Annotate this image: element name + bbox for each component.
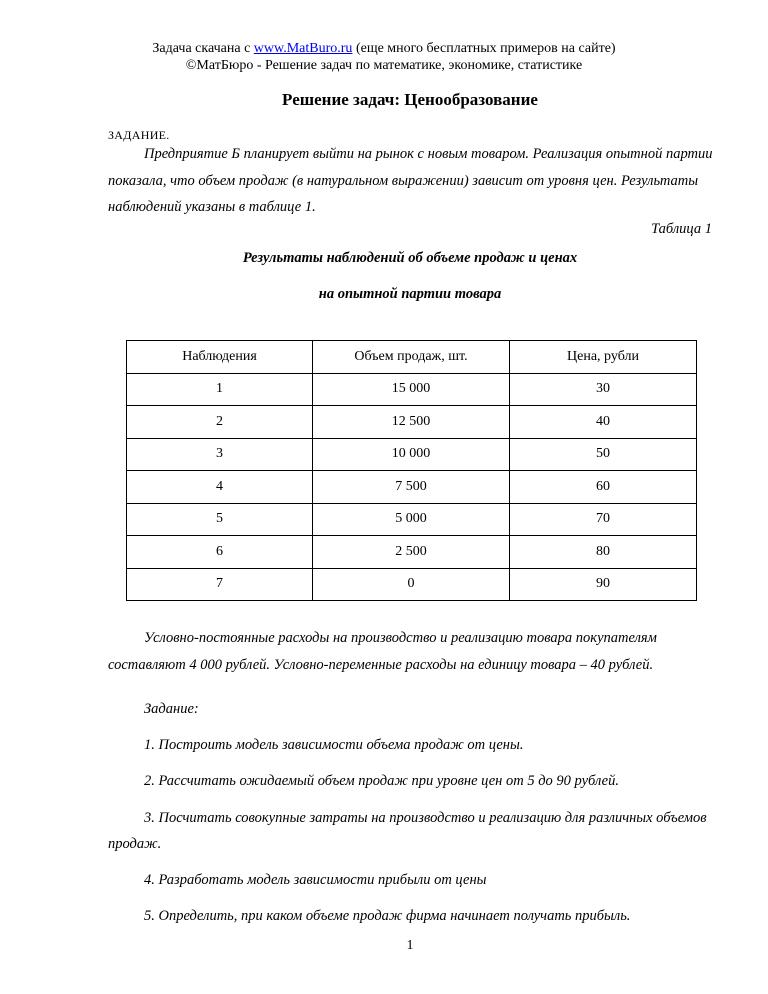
task-item: 3. Посчитать совокупные затраты на производство и реализацию для различных объемов продаж.	[108, 810, 707, 852]
table-row	[127, 536, 697, 569]
header-price: Цена, рубли	[510, 341, 697, 374]
cell-volume: 7 500	[313, 471, 510, 504]
tasks-label: Задание:	[144, 701, 199, 717]
intro-paragraph: Предприятие Б планирует выйти на рынок с новым товаром. Реализация опытной партии показала, что объем продаж (в натуральном выражении) зависит от уровня цен. Результаты наблюдений указаны в таблице 1.	[108, 146, 713, 215]
cell-price: 30	[510, 373, 697, 406]
table-row	[127, 406, 697, 439]
cell-volume: 15 000	[313, 373, 510, 406]
table-row	[127, 503, 697, 536]
table-title-line-2: на опытной партии товара	[318, 286, 502, 302]
cell-observation: 1	[127, 373, 313, 406]
header-sales-volume: Объем продаж, шт.	[313, 341, 510, 374]
cell-price: 80	[510, 536, 697, 569]
cell-observation: 3	[127, 438, 313, 471]
cell-volume: 2 500	[313, 536, 510, 569]
cell-price: 70	[510, 503, 697, 536]
cell-observation: 5	[127, 503, 313, 536]
page-header	[0, 40, 768, 74]
page-number: 1	[406, 938, 414, 953]
page-title: Решение задач: Ценообразование	[282, 90, 538, 109]
table-row	[127, 568, 697, 601]
section-label: ЗАДАНИЕ.	[108, 128, 170, 142]
header-prefix: Задача скачана с	[152, 41, 254, 56]
observations-table	[126, 340, 697, 601]
table-header-row	[127, 341, 697, 374]
matburo-link[interactable]: www.MatBuro.ru	[253, 41, 353, 56]
table-row	[127, 438, 697, 471]
table-title-line-1: Результаты наблюдений об объеме продаж и ценах	[242, 250, 578, 266]
cell-price: 90	[510, 568, 697, 601]
cell-observation: 4	[127, 471, 313, 504]
cell-observation: 7	[127, 568, 313, 601]
header-observations: Наблюдения	[127, 341, 313, 374]
costs-paragraph: Условно-постоянные расходы на производство и реализацию товара покупателям составляют 4 000 рублей. Условно-переменные расходы на единицу товара – 40 рублей.	[108, 630, 657, 673]
task-item: 4. Разработать модель зависимости прибыли от цены	[144, 872, 487, 888]
table-row	[127, 373, 697, 406]
cell-volume: 5 000	[313, 503, 510, 536]
task-item: 1. Построить модель зависимости объема продаж от цены.	[144, 737, 524, 753]
cell-price: 60	[510, 471, 697, 504]
cell-observation: 6	[127, 536, 313, 569]
cell-volume: 0	[313, 568, 510, 601]
header-line-2: ©МатБюро - Решение задач по математике, экономике, статистике	[185, 58, 583, 73]
cell-volume: 12 500	[313, 406, 510, 439]
header-suffix: (еще много бесплатных примеров на сайте)	[352, 41, 616, 56]
cell-volume: 10 000	[313, 438, 510, 471]
cell-observation: 2	[127, 406, 313, 439]
table-row	[127, 471, 697, 504]
cell-price: 40	[510, 406, 697, 439]
task-item: 5. Определить, при каком объеме продаж фирма начинает получать прибыль.	[144, 908, 631, 924]
cell-price: 50	[510, 438, 697, 471]
task-item: 2. Рассчитать ожидаемый объем продаж при уровне цен от 5 до 90 рублей.	[144, 773, 619, 789]
table-caption: Таблица 1	[651, 221, 712, 237]
header-line-1	[0, 40, 768, 57]
